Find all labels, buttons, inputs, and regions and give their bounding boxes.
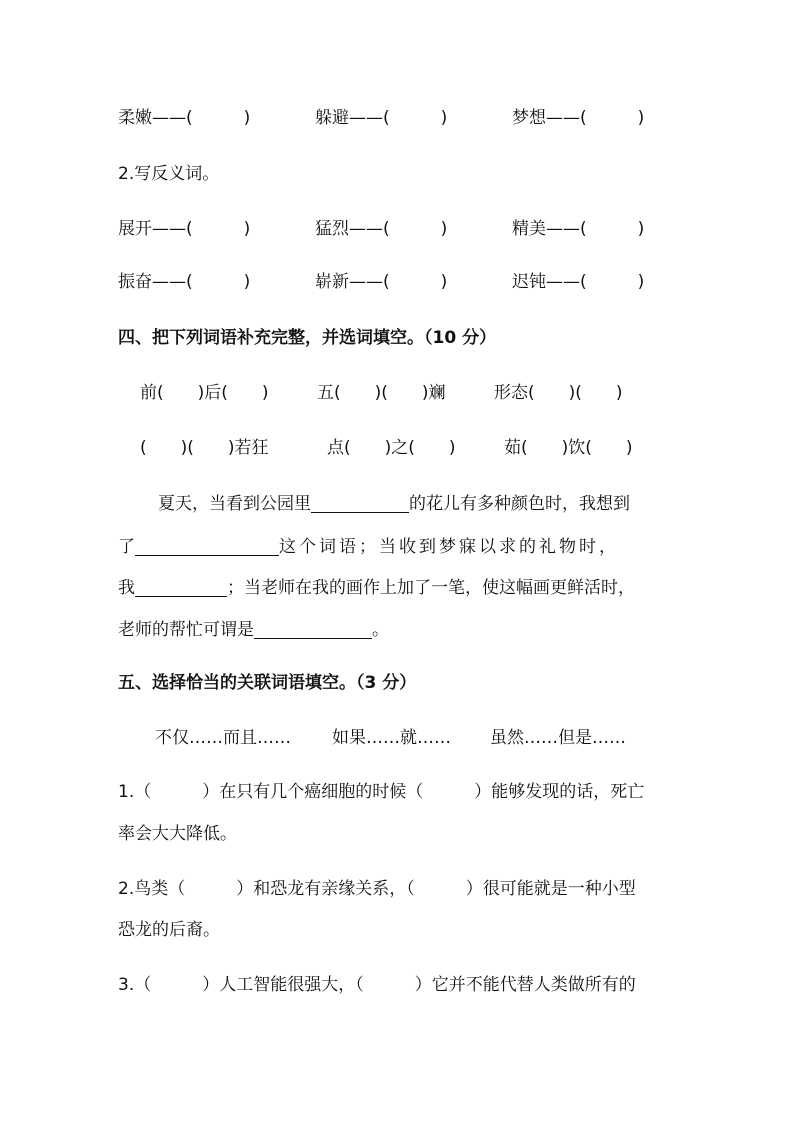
- synonym-item-2: 躲避——( ): [315, 108, 448, 128]
- antonym-item-3: 精美——( ): [512, 219, 645, 239]
- paragraph-text: 我: [118, 578, 135, 598]
- answer-blank[interactable]: [135, 578, 227, 597]
- antonym-item-1: 展开——( ): [118, 219, 251, 239]
- antonym-heading: 2.写反义词。: [118, 164, 220, 184]
- synonym-item-1: 柔嫩——( ): [118, 108, 251, 128]
- conjunction-option-1: 不仅……而且……: [155, 728, 291, 748]
- question-2-line-2: 恐龙的后裔。: [118, 920, 220, 940]
- paragraph-text: 的花儿有多种颜色时，我想到: [409, 494, 630, 514]
- antonym-item-6: 迟钝——( ): [512, 272, 645, 292]
- section-5-heading: 五、选择恰当的关联词语填空。（3 分）: [118, 673, 417, 693]
- paragraph-text: 老师的帮忙可谓是: [118, 620, 254, 640]
- idiom-item-6: 茹( )饮( ): [504, 438, 633, 458]
- paragraph-text: 夏天，当看到公园里: [158, 494, 311, 514]
- answer-blank[interactable]: [135, 537, 279, 556]
- question-2-line-1: 2.鸟类（ ）和恐龙有亲缘关系，（ ）很可能就是一种小型: [118, 879, 636, 899]
- question-1-line-2: 率会大大降低。: [118, 824, 237, 844]
- paragraph-text: 。: [372, 620, 389, 640]
- synonym-item-3: 梦想——( ): [512, 108, 645, 128]
- antonym-item-4: 振奋——( ): [118, 272, 251, 292]
- idiom-item-4: ( )( )若狂: [140, 438, 269, 458]
- fill-paragraph-line-1: [158, 492, 630, 516]
- paragraph-text: 这个词语；当收到梦寐以求的礼物时，: [279, 537, 619, 557]
- question-3-line-1: 3.（ ）人工智能很强大，（ ）它并不能代替人类做所有的: [118, 975, 636, 995]
- idiom-item-5: 点( )之( ): [327, 438, 456, 458]
- fill-paragraph-line-2: [118, 535, 619, 559]
- paragraph-text: ；当老师在我的画作上加了一笔，使这幅画更鲜活时，: [227, 578, 635, 598]
- conjunction-option-3: 虽然……但是……: [490, 728, 626, 748]
- idiom-item-2: 五( )( )斓: [317, 383, 446, 403]
- answer-blank[interactable]: [254, 620, 372, 639]
- answer-blank[interactable]: [311, 494, 409, 513]
- fill-paragraph-line-3: [118, 576, 635, 600]
- question-1-line-1: 1.（ ）在只有几个癌细胞的时候（ ）能够发现的话，死亡: [118, 782, 645, 802]
- conjunction-option-2: 如果……就……: [332, 728, 451, 748]
- section-4-heading: 四、把下列词语补充完整，并选词填空。（10 分）: [118, 328, 497, 348]
- antonym-item-5: 崭新——( ): [315, 272, 448, 292]
- idiom-item-1: 前( )后( ): [140, 383, 269, 403]
- antonym-item-2: 猛烈——( ): [315, 219, 448, 239]
- paragraph-text: 了: [118, 537, 135, 557]
- idiom-item-3: 形态( )( ): [494, 383, 623, 403]
- fill-paragraph-line-4: [118, 618, 389, 642]
